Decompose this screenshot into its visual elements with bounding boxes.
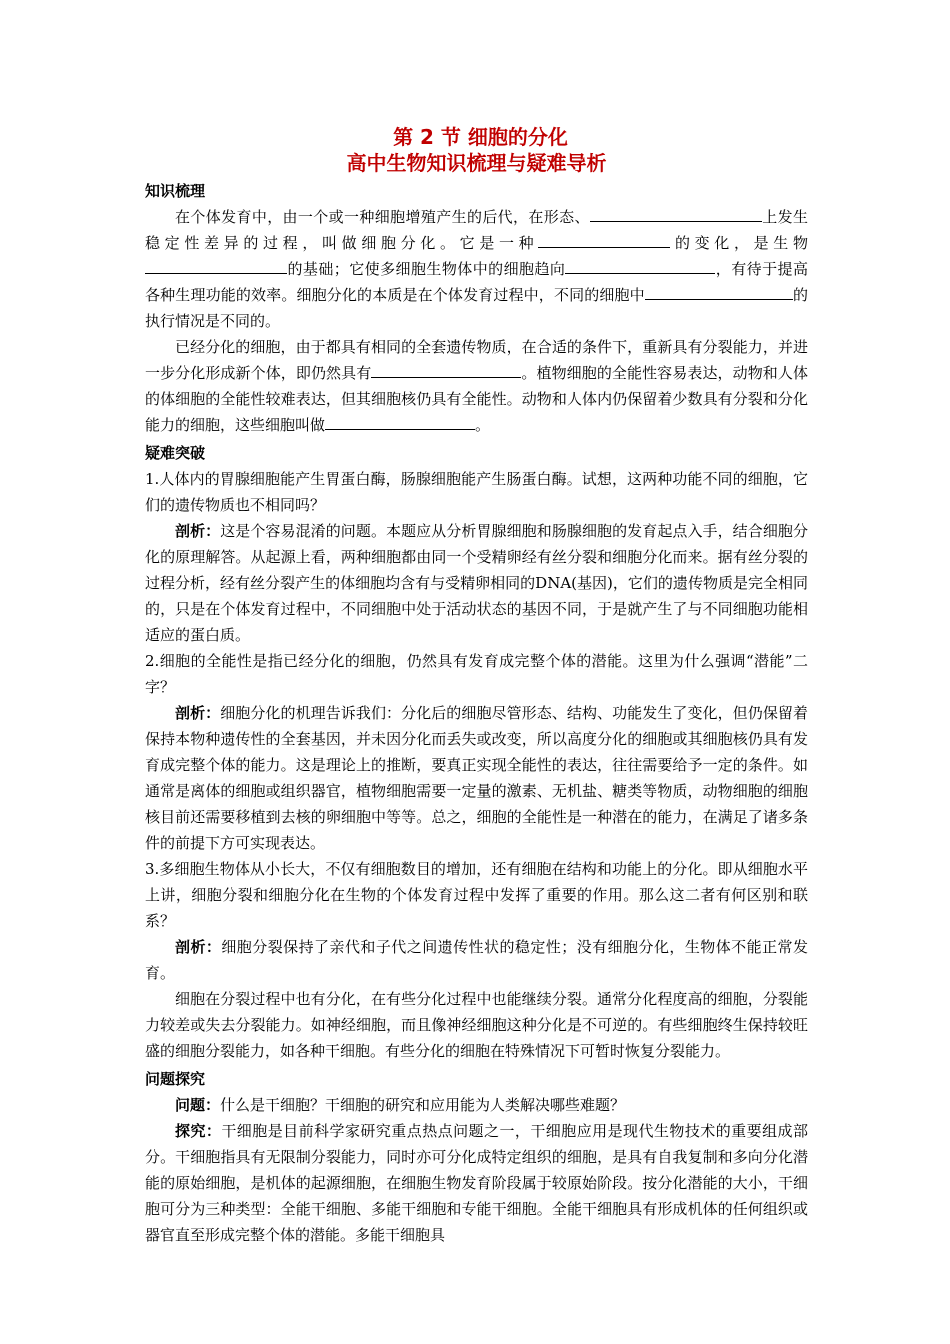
document-page <box>145 124 808 1248</box>
question-1: 1.人体内的胃腺细胞能产生胃蛋白酶，肠腺细胞能产生肠蛋白酶。试想，这两种功能不同的细胞，它们的遗传物质也不相同吗？ <box>145 470 808 514</box>
analysis-label: 剖析： <box>175 522 221 540</box>
analysis-label: 剖析： <box>175 938 222 956</box>
fill-blank-3[interactable] <box>145 258 287 274</box>
document-title: 高中生物知识梳理与疑难导析 <box>346 151 607 175</box>
fill-blank-7[interactable] <box>325 414 475 430</box>
question-label: 问题： <box>175 1096 221 1114</box>
fill-blank-6[interactable] <box>371 362 521 378</box>
paragraph-2: 已经分化的细胞，由于都具有相同的全套遗传物质，在合适的条件下，重新具有分裂能力，并进一步分化形成新个体，即仍然具有 。植物细胞的全能性容易表达，动物和人体的体细胞的全能性较难表达，但其细胞核仍具有全能性。动物和人体内仍保留着少数具有分裂和分化能力的细胞，这些细胞叫做 。 <box>145 338 808 434</box>
answer-3-continued: 细胞在分裂过程中也有分化，在有些分化过程中也能继续分裂。通常分化程度高的细胞，分裂能力较差或失去分裂能力。如神经细胞，而且像神经细胞这种分化是不可逆的。有些细胞终生保持较旺盛的细胞分裂能力，如各种干细胞。有些分化的细胞在特殊情况下可暂时恢复分裂能力。 <box>145 990 808 1060</box>
heading-knowledge: 知识梳理 <box>145 182 206 200</box>
question-3: 3.多细胞生物体从小长大，不仅有细胞数目的增加，还有细胞在结构和功能上的分化。即从细胞水平上讲，细胞分裂和细胞分化在生物的个体发育过程中发挥了重要的作用。那么这二者有何区别和联系？ <box>145 860 808 930</box>
heading-difficulties: 疑难突破 <box>145 444 206 462</box>
inquiry-explore: 探究：干细胞是目前科学家研究重点热点问题之一，干细胞应用是现代生物技术的重要组成部分。干细胞指具有无限制分裂能力，同时亦可分化成特定组织的细胞，是具有自我复制和多向分化潜能的原始细胞，是机体的起源细胞，在细胞生物发育阶段属于较原始阶段。按分化潜能的大小，干细胞可分为三种类型：全能干细胞、多能干细胞和专能干细胞。全能干细胞具有形成机体的任何组织或器官直至形成完整个体的潜能。多能干细胞具 <box>145 1122 808 1244</box>
fill-blank-5[interactable] <box>645 284 793 300</box>
answer-3: 剖析：细胞分裂保持了亲代和子代之间遗传性状的稳定性；没有细胞分化，生物体不能正常发育。 <box>145 938 808 982</box>
section-title: 第 2 节 细胞的分化 <box>393 125 568 149</box>
fill-blank-1[interactable] <box>590 206 762 222</box>
answer-1: 剖析：这是个容易混淆的问题。本题应从分析胃腺细胞和肠腺细胞的发育起点入手，结合细胞分化的原理解答。从起源上看，两种细胞都由同一个受精卵经有丝分裂和细胞分化而来。据有丝分裂的过程分析，经有丝分裂产生的体细胞均含有与受精卵相同的DNA(基因)，它们的遗传物质是完全相同的，只是在个体发育过程中，不同细胞中处于活动状态的基因不同，于是就产生了与不同细胞功能相适应的蛋白质。 <box>145 522 808 644</box>
fill-blank-2[interactable] <box>538 232 670 248</box>
analysis-label: 剖析： <box>175 704 221 722</box>
paragraph-1: 在个体发育中，由一个或一种细胞增殖产生的后代，在形态、 上发生稳定性差异的过程，叫做细胞分化。它是一种 的变化，是生物的基础；它使多细胞生物体中的细胞趋向 ，有待于提高各种生理功能的效率。细胞分化的本质是在个体发育过程中，不同的细胞中 的执行情况是不同的。 <box>145 208 808 330</box>
answer-2: 剖析：细胞分化的机理告诉我们：分化后的细胞尽管形态、结构、功能发生了变化，但仍保留着保持本物种遗传性的全套基因，并未因分化而丢失或改变，所以高度分化的细胞或其细胞核仍具有发育成完整个体的能力。这是理论上的推断，要真正实现全能性的表达，往往需要给予一定的条件。如通常是离体的细胞或组织器官，植物细胞需要一定量的激素、无机盐、糖类等物质，动物细胞的细胞核目前还需要移植到去核的卵细胞中等等。总之，细胞的全能性是一种潜在的能力，在满足了诸多条件的前提下方可实现表达。 <box>145 704 808 852</box>
inquiry-question: 问题：什么是干细胞？干细胞的研究和应用能为人类解决哪些难题？ <box>175 1096 626 1114</box>
question-2: 2.细胞的全能性是指已经分化的细胞，仍然具有发育成完整个体的潜能。这里为什么强调“潜能”二字？ <box>145 652 808 696</box>
explore-label: 探究： <box>175 1122 222 1140</box>
heading-inquiry: 问题探究 <box>145 1070 206 1088</box>
fill-blank-4[interactable] <box>565 258 715 274</box>
